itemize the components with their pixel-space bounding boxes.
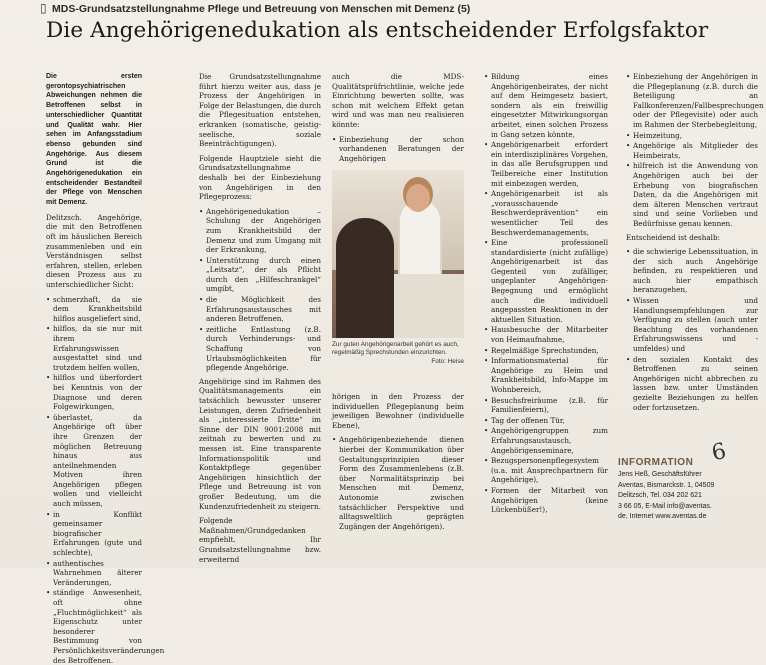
col5-list-2: [626, 247, 758, 412]
list-item: • Angehörigenedukation – Schulung der Angehörigen zum Krankheitsbild der Demenz und zum Umgang mit der Erkrankung,: [206, 207, 321, 255]
list-item: • Heimzeitung,: [633, 131, 758, 141]
photo-caption: [332, 341, 464, 366]
list-item: • in Konflikt gemeinsamer biografischer Erfahrungen (gute und schlechte),: [53, 510, 142, 558]
lead-paragraph: Die ersten gerontopsychiatrischen Abweichungen nehmen die Betroffenen selbst in unterschiedlicher Quantität und Qualität wahr. Hier sehen im Anfangsstadium ebenso gebunden sind Angehörige. Aus diesem Grund ist die Angehörigenedukation ein entscheidender Bestandteil der Pflege von Menschen mit Demenz.: [46, 73, 142, 207]
author-signature: 6: [709, 438, 729, 467]
col2-paragraph: Die Grundsatzstellungnahme führt hierzu weiter aus, dass je Prozess der Angehörigen in Folge der Belastungen, die durch die Pflegesituation entstehen, erkranken (somatische, geistig-seelische, soziale Beeinträchtigungen).: [199, 72, 321, 149]
photo-caregiver-head: [406, 184, 430, 212]
col3-list-top: [332, 135, 464, 164]
list-item: • Informationsmaterial für Angehörige zu Heim und Krankheitsbild, Info-Mappe im Wohnbereich,: [491, 356, 608, 394]
list-item: • Formen der Mitarbeit von Angehörigen (keine Lückenbüßer!),: [491, 486, 608, 515]
list-item: • Angehörigengruppen zum Erfahrungsaustausch, Angehörigenseminare,: [491, 426, 608, 455]
col2-list: [199, 207, 321, 373]
list-item: • die Möglichkeit des Erfahrungsaustausches mit anderen Betroffenen,: [206, 295, 321, 324]
col5-list: [626, 72, 764, 229]
list-item: • Eine professionell standardisierte (nicht zufällige) Angehörigenarbeit ist das Gegenteil von zufälliger, ungeplanter Angehörigen-Begegnung und ermöglicht auch die individuell angepassten Reaktionen in der aktuellen Situation.: [491, 238, 608, 324]
list-item: • Bezugspersonenpflegesystem (u.a. mit Ansprechpartnern für Angehörige),: [491, 456, 608, 485]
list-item: • hilflos, da sie nur mit ihrem Erfahrungswissen ausgestattet sind und trotzdem helfen wollen,: [53, 324, 142, 372]
list-item: • Angehörigenarbeit ist als „vorausschauende Beschwerdeprävention“ ein wesentlicher Teil des Beschwerdemanagements,: [491, 189, 608, 237]
headline: Die Angehörigenedukation als entscheidender Erfolgsfaktor: [46, 18, 709, 43]
list-item: • Besuchsfreiräume (z.B. für Familienfeiern),: [491, 396, 608, 415]
col3-paragraph: auch die MDS-Qualitätsprüfrichtlinie, welche jede Einrichtung bewerten sollte, was schon mit welchem Effekt getan wird und was man neu realisieren könnte:: [332, 72, 464, 129]
col3-list: [332, 435, 464, 531]
list-item: • überlastet, da Angehörige oft über ihre Grenzen der möglichen Betreuung hinaus aus anteilnehmenden Motiven ihren Angehörigen pflegen wollen und vielleicht auch müssen,: [53, 413, 142, 509]
list-item: • Angehörige als Mitglieder des Heimbeirats,: [633, 141, 758, 160]
column-3-bottom: [332, 392, 464, 564]
info-line: 3 66 05, E-Mail info@aventas.: [618, 502, 712, 510]
photo-credit: Foto: Heise: [431, 357, 464, 365]
list-item: • Unterstützung durch einen „Leitsatz“, der als Pflicht durch den „Hilfeschrankgel“ umgibt,: [206, 256, 321, 294]
list-item: • Angehörigenarbeit erfordert ein interdisziplinäres Vorgehen, in das alle Berufsgruppen und Teilbereiche einer Institution mit einbezogen werden,: [491, 140, 608, 188]
list-item: • Hausbesuche der Mitarbeiter von Heimaufnahme,: [491, 325, 608, 344]
col2-paragraph: Folgende Maßnahmen/Grundgedanken empfiehlt. Ihr Grundsatzstellungnahme bzw. erweiternd: [199, 516, 321, 564]
info-line: Jens Heß, Geschäftsführer: [618, 471, 702, 478]
list-item: • authentisches Wahrnehmen älterer Veränderungen,: [53, 559, 142, 588]
column-5: [626, 72, 764, 452]
col2-paragraph: Folgende Hauptziele sieht die Grundsatzstellungnahme deshalb bei der Einbeziehung von Angehörigen in den Pflegeprozess:: [199, 153, 321, 202]
list-item: • Angehörigenbeziehende dienen hierbei der Kommunikation über Gestaltungsprinzipien dieser Form des Zusammenlebens (z.B. über Normalitätsprinzip bei Menschen mit Demenz, Autonomie zwischen tatsächlicher Perspektive und alltagsweltlich geprägten Zugängen der Angehörigen).: [339, 435, 464, 531]
photo-visitor: [336, 218, 394, 338]
col1-list: [46, 294, 165, 665]
info-line: de, Internet www.aventas.de: [618, 513, 707, 521]
caption-text: Zur guten Angehörigenarbeit gehört es auch, regelmäßig Sprechstunden einzurichten.: [332, 341, 459, 357]
column-1: [46, 72, 165, 665]
info-line: Aventas, Bismarckstr. 1, 04509: [618, 481, 715, 489]
list-item: • Regelmäßige Sprechstunden,: [491, 346, 608, 356]
list-item: • ständige Anwesenheit, oft ohne „Fluchtmöglichkeit“ als Eigenschutz unter besonderer Bestimmung von Persönlichkeitsveränderungen des Betroffenen.: [53, 588, 142, 665]
list-item: • hilflos und überfordert bei Kenntnis von der Diagnose und deren Folgewirkungen,: [53, 373, 142, 411]
list-item: • Bildung eines Angehörigenbeirates, der nicht auf dem Heimgesetz basiert, sondern als ein freiwillig eingesetzter Mitwirkungsorgan arbeitet, einen solchen Prozess in Gang setzen könnte,: [491, 72, 608, 139]
kicker-marker: ▯: [40, 1, 47, 15]
list-item: • zeitliche Entlastung (z.B. durch Verhinderungs- und Schaffung von Urlaubsmöglichkeiten für pflegende Angehörige.: [206, 325, 321, 373]
info-body: [618, 470, 758, 523]
list-item: • Einbeziehung der schon vorhandenen Beratungen der Angehörigen: [339, 135, 464, 164]
column-4: [484, 72, 608, 564]
col5-paragraph: Entscheidend ist deshalb:: [626, 232, 720, 242]
col3-paragraph: hörigen in den Prozess der individuellen Pflegeplanung beim jeweiligen Bewohner (individuelle Ebene),: [332, 392, 464, 430]
list-item: • die schwierige Lebenssituation, in der sich auch Angehörige befinden, zu respektieren und auch hier empathisch heranzugehen,: [633, 247, 758, 295]
list-item: • schmerzhaft, da sie dem Krankheitsbild hilflos ausgeliefert sind,: [53, 295, 142, 324]
col4-list: [484, 72, 608, 515]
info-box: [618, 457, 758, 523]
list-item: • hilfreich ist die Anwendung von Angehörigen auch bei der Erhebung von biografischen Daten, da die Angehörigen mit dem älteren Menschen vertraut sind und seine Vorlieben und Bedürfnisse genau kennen.: [633, 161, 758, 228]
column-2: [199, 72, 321, 562]
info-line: Delitzsch, Tel. 034 202 621: [618, 492, 702, 500]
list-item: • den sozialen Kontakt des Betroffenen zu seinen Angehörigen nicht abbrechen zu lassen bzw. unter Umständen gezielte Beziehungen zu helfen oder fortzusetzen.: [633, 355, 758, 413]
list-item: • Einbeziehung der Angehörigen in die Pflegeplanung (z.B. durch die Beteiligung an Fallkonferenzen/Fallbesprechungen oder der Pflegevisite) oder auch im Rahmen der Sterbebegleitung,: [633, 72, 758, 130]
list-item: • Tag der offenen Tür,: [491, 416, 608, 426]
col2-paragraph: Angehörige sind im Rahmen des Qualitätsmanagements ein tatsächlich bewusster unserer Leistungen, deren Zufriedenheit als „interessierte Dritte“ im Sinne der DIN 9001:2008 mit zeitnah zu bewerten und zu messen ist. Eine transparente Informationspolitik und Kontaktpflege gegenüber Angehörigen hinsichtlich der Pflege und Betreuung ist von großer Bedeutung, um die Kundenzufriedenheit zu steigern.: [199, 376, 321, 511]
list-item: • Wissen und Handlungsempfehlungen zur Verfügung zu stellen (auch unter Beachtung des vorhandenen Erfahrungswissens und -umfeldes) und: [633, 296, 758, 354]
photo-consultation: [332, 170, 464, 338]
col1-paragraph: Delitzsch. Angehörige, die mit den Betroffenen oft im häuslichen Bereich zusammenleben und ein Verständnisgen selbst erfahren, stellen, erleben diesen Prozess aus zu unterschiedlicher Sicht:: [46, 212, 142, 289]
info-title: INFORMATION: [618, 457, 694, 468]
kicker-line: MDS-Grundsatzstellungnahme Pflege und Betreuung von Menschen mit Demenz (5): [52, 3, 471, 15]
column-3-top: [332, 72, 464, 167]
